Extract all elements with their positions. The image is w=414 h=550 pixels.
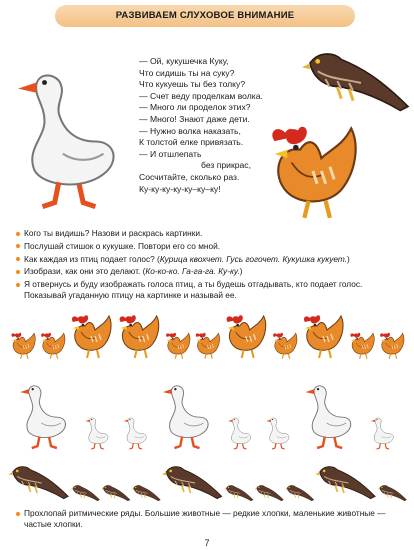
task-text: Я отвернусь и буду изображать голоса птиц, а ты будешь отгадывать, кто подает голос. Показывай угаданную птицу на картинке и называй ее. [24, 279, 363, 301]
task-list [16, 228, 406, 303]
section-header [55, 5, 355, 27]
poem-line: — Ой, кукушечка Куку, [139, 56, 229, 66]
task-text: Как каждая из птиц подает голос? ( [24, 253, 160, 264]
cuckoo-small-icon [285, 485, 314, 500]
cuckoo-small-icon [378, 485, 407, 500]
poem-line: — И отшлепать [139, 148, 202, 159]
hen-small-icon [273, 333, 297, 359]
poem-line: — Счет веду проделкам волка. [139, 90, 263, 101]
cuckoo-small-icon [101, 485, 130, 500]
task-text: Послушай стишок о кукушке. Повтори его со мной. [24, 240, 221, 251]
cuckoo-small-icon [131, 485, 160, 500]
page-number: 7 [204, 538, 210, 548]
poem-line: — Нужно волка наказать, [139, 125, 241, 136]
hen-big-icon [304, 315, 343, 358]
goose-small-icon [371, 418, 394, 449]
poem-line: К толстой елке привязать. [139, 137, 244, 148]
hen-big-icon [72, 315, 111, 358]
goose-small-icon [124, 418, 147, 449]
goose-big-icon [20, 386, 65, 448]
cuckoo-small-icon [255, 485, 284, 500]
cuckoo-big-icon [315, 467, 375, 499]
section-title: РАЗВИВАЕМ СЛУХОВОЕ ВНИМАНИЕ [115, 10, 295, 21]
goose-small-icon [228, 418, 251, 449]
hen-small-icon [41, 333, 65, 359]
hen-big-icon [227, 315, 266, 358]
poem-line: — Много! Знают даже дети. [139, 113, 250, 124]
hen-small-icon [350, 333, 374, 359]
task-item [16, 228, 406, 239]
hen-small-icon [380, 333, 404, 359]
cuckoo-big-icon [8, 467, 68, 499]
task-text: Кого ты видишь? Назови и раскрась картинки. [24, 228, 203, 238]
hen-big-icon [120, 315, 159, 358]
task-text: Изобрази, как они это делают. ( [24, 266, 146, 277]
task-text-end: ) [347, 253, 350, 264]
goose-illustration [14, 52, 132, 227]
poem-line: Что кукуешь ты без толку? [139, 79, 246, 90]
goose-small-icon [85, 418, 108, 449]
poem-line: — Много ли проделок этих? [139, 102, 251, 113]
task-item [16, 254, 406, 265]
goose-big-icon [163, 386, 208, 448]
clap-task-text: Прохлопай ритмические ряды. Большие животные — редкие хлопки, маленькие животные — частые хлопки. [24, 508, 386, 530]
goose-small-icon [266, 418, 289, 449]
task-item [16, 241, 406, 252]
poem [139, 56, 289, 195]
task-example: Курица квохчет. Гусь гогочет. Кукушка кукует. [159, 253, 347, 264]
hen-small-icon [11, 333, 35, 359]
clap-task [16, 508, 394, 530]
goose-big-icon [305, 386, 350, 448]
poem-line: Что сидишь ты на суку? [139, 67, 235, 78]
rhythm-rows [8, 300, 408, 505]
poem-line: Сосчитайте, сколько раз. [139, 171, 240, 182]
cuckoo-small-icon [71, 485, 100, 500]
poem-line: без прикрас, [201, 160, 251, 171]
hen-small-icon [166, 333, 190, 359]
task-text-end: ) [239, 266, 243, 277]
cuckoo-small-icon [224, 485, 253, 500]
poem-line: Ку-ку-ку-ку-ку–ку–ку! [139, 183, 221, 194]
cuckoo-big-icon [162, 467, 222, 499]
task-item [16, 279, 406, 301]
hen-small-icon [196, 333, 220, 359]
task-item [16, 266, 406, 277]
task-example: Ко-ко-ко. Га-га-га. Ку-ку. [145, 266, 240, 277]
